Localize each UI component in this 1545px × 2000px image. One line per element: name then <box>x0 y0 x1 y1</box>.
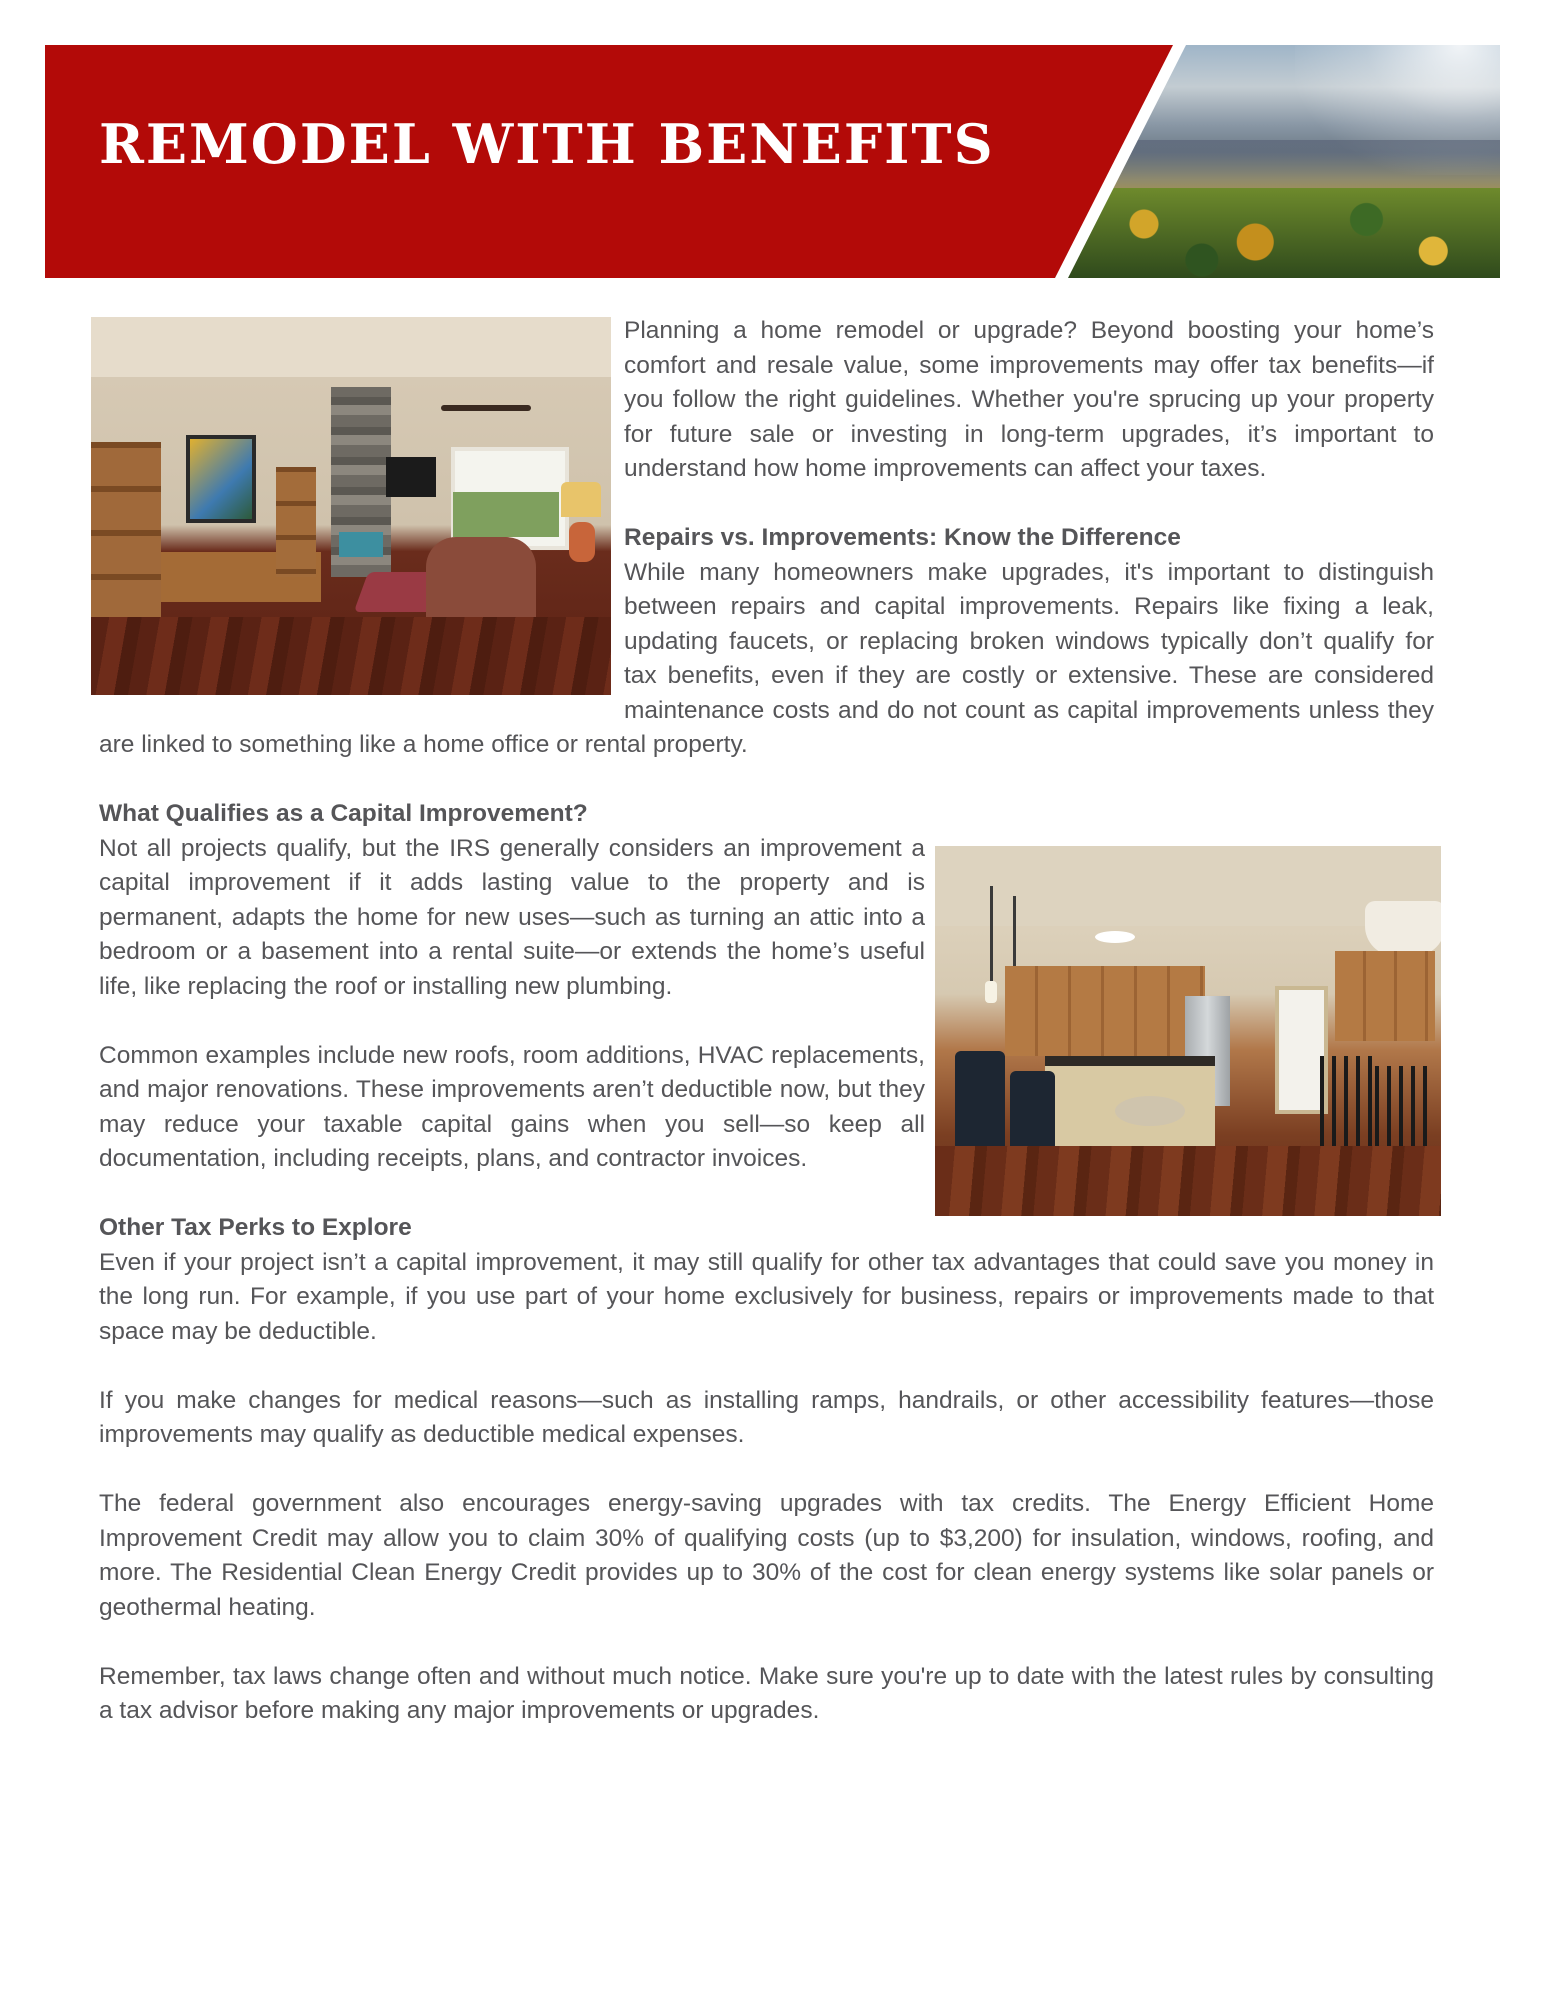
repairs-heading: Repairs vs. Improvements: Know the Difference <box>624 524 1181 551</box>
perks-paragraph-energy: The federal government also encourages energy-saving upgrades with tax credits. The Energy Efficient Home Improvement Credit may allow you to claim 30% of qualifying costs (up to $3,200) for insulation, windows, roofing, and more. The Residential Clean Energy Credit provides up to 30% of the cost for clean energy systems like solar panels or geothermal heating. <box>99 1490 1434 1621</box>
capital-heading: What Qualifies as a Capital Improvement? <box>99 800 588 827</box>
kitchen-image <box>935 846 1441 1216</box>
living-room-image <box>91 317 611 695</box>
capital-paragraph: Not all projects qualify, but the IRS generally considers an improvement a capital improvement if it adds lasting value to the property and is permanent, adapts the home for new uses—such as turning an attic into a bedroom or a basement into a rental suite—or extends the home’s useful life, like replacing the roof or installing new plumbing. <box>99 834 925 1000</box>
header-banner <box>45 45 1500 278</box>
capital-examples-paragraph: Common examples include new roofs, room additions, HVAC replacements, and major renovations. These improvements aren’t deductible now, but they may reduce your taxable capital gains when you sell—so keep all documentation, including receipts, plans, and contractor invoices. <box>99 1041 925 1172</box>
repairs-paragraph: While many homeowners make upgrades, it's important to distinguish between repairs and capital improvements. Repairs like fixing a leak, updating faucets, or replacing broken windows typically don’t qualify for tax benefits, even if they are costly or extensive. These are considered maintenance costs and do not count as capital improvements unless they are linked to something like a home office or rental property. <box>99 558 1434 758</box>
article-body <box>99 314 1434 1763</box>
perks-paragraph-business: Even if your project isn’t a capital improvement, it may still qualify for other tax advantages that could save you money in the long run. For example, if you use part of your home exclusively for business, repairs or improvements made to that space may be deductible. <box>99 1248 1434 1345</box>
perks-heading: Other Tax Perks to Explore <box>99 1214 412 1241</box>
intro-paragraph: Planning a home remodel or upgrade? Beyond boosting your home’s comfort and resale value, some improvements may offer tax benefits—if you follow the right guidelines. Whether you're sprucing up your property for future sale or investing in long-term upgrades, it’s important to understand how home improvements can affect your taxes. <box>624 317 1434 482</box>
page-title: REMODEL WITH BENEFITS <box>99 112 995 176</box>
perks-paragraph-medical: If you make changes for medical reasons—such as installing ramps, handrails, or other accessibility features—those improvements may qualify as deductible medical expenses. <box>99 1386 1434 1448</box>
perks-paragraph-reminder: Remember, tax laws change often and without much notice. Make sure you're up to date with the latest rules by consulting a tax advisor before making any major improvements or upgrades. <box>99 1662 1434 1724</box>
